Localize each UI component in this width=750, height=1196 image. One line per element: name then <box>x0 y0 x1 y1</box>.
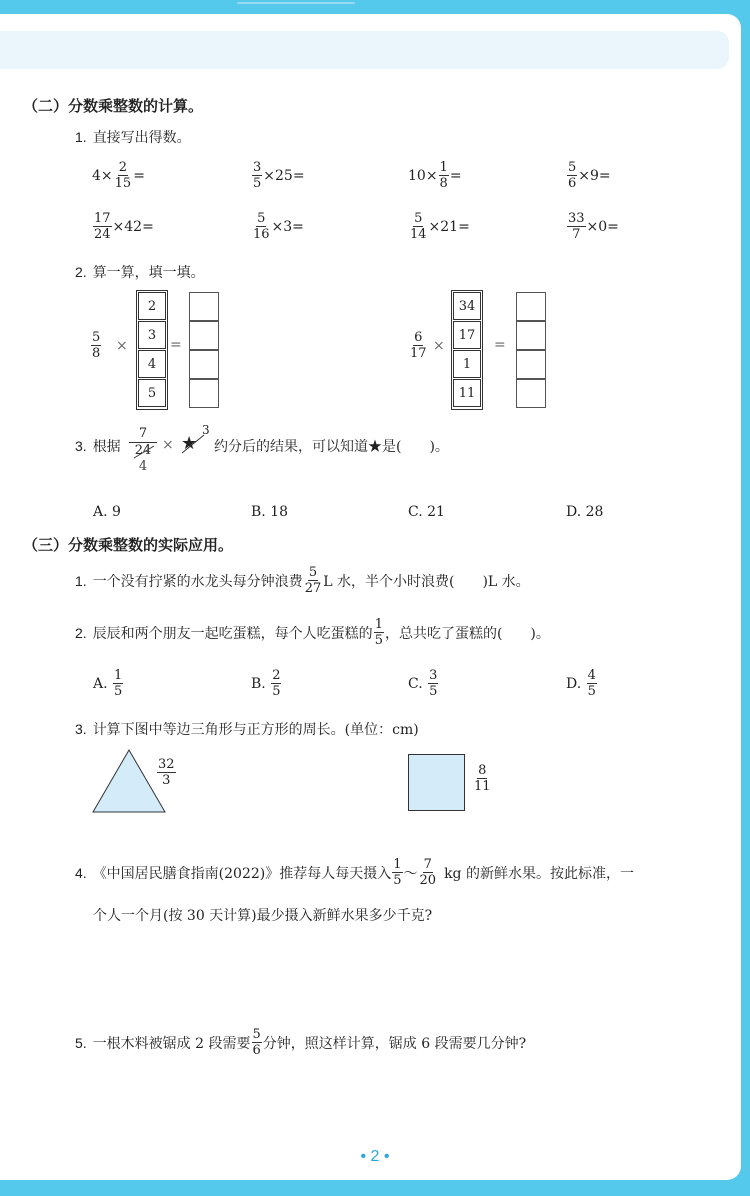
section-3-title: （三）分数乘整数的实际应用。 <box>23 536 234 554</box>
calc-item: 10× $\frac{1}{8}$ = <box>408 160 462 191</box>
question-3-5: 5. 一根木料被锯成 2 段需要 $\frac{5}{6}$ 分钟，照这样计算，锯成 6 段需要几分钟? <box>75 1027 527 1058</box>
calc-item: $\frac{17}{24}$ ×42= <box>94 211 154 242</box>
question-number: 2. <box>75 264 87 280</box>
times-sign: × <box>162 437 174 453</box>
option-b[interactable]: B. 18 <box>251 504 289 520</box>
section-2-title: （二）分数乘整数的计算。 <box>23 97 204 115</box>
question-text: 直接写出得数。 <box>92 130 191 146</box>
question-3-1: 1. 一个没有拧紧的水龙头每分钟浪费 $\frac{5}{27}$ L 水，半个小时浪费( )L 水。 <box>75 565 530 596</box>
option-d[interactable]: D. 28 <box>566 504 604 520</box>
question-text: 算一算，填一填。 <box>92 265 205 281</box>
question-number: 1. <box>75 129 87 145</box>
equilateral-triangle <box>92 749 166 813</box>
value-cell: 17 <box>453 321 481 349</box>
question-2-3-label: 3. 根据 <box>75 438 121 455</box>
calc-item: $\frac{5}{6}$ ×9= <box>568 160 611 191</box>
calc-item: $\frac{5}{14}$ ×21= <box>410 211 470 242</box>
value-cell: 2 <box>138 292 166 320</box>
option-c[interactable]: C. 21 <box>408 504 445 520</box>
star-icon: ★ <box>181 433 198 454</box>
answer-cell[interactable] <box>189 321 219 350</box>
triangle-side-label: $\frac{32}{3}$ <box>158 757 175 788</box>
grid-fraction: $\frac{6}{17}$ <box>410 330 427 361</box>
grid-fraction: $\frac{5}{8}$ <box>92 330 101 361</box>
value-cell: 5 <box>138 379 166 407</box>
answer-cell[interactable] <box>189 350 219 379</box>
reduced-star-value: 3 <box>202 423 210 437</box>
answer-cell[interactable] <box>516 379 546 408</box>
option-a[interactable]: A. 9 <box>93 504 121 520</box>
question-3-4-line2: 个人一个月(按 30 天计算)最少摄入新鲜水果多少千克? <box>93 908 433 924</box>
option-d[interactable]: D. $\frac{4}{5}$ <box>566 668 596 699</box>
option-a[interactable]: A. $\frac{1}{5}$ <box>93 668 123 699</box>
calc-item: $\frac{3}{5}$ ×25= <box>253 160 305 191</box>
value-cell: 1 <box>453 350 481 378</box>
option-b[interactable]: B. $\frac{2}{5}$ <box>251 668 281 699</box>
times-sign: × <box>433 338 445 354</box>
question-3-3: 3. 计算下图中等边三角形与正方形的周长。(单位：cm) <box>75 721 419 738</box>
times-sign: × <box>116 338 128 354</box>
calc-item: $\frac{33}{7}$ ×0= <box>568 211 619 242</box>
question-text: 约分后的结果，可以知道★是( )。 <box>214 439 449 455</box>
question-3-2: 2. 辰辰和两个朋友一起吃蛋糕，每个人吃蛋糕的 $\frac{1}{5}$ ，总共吃了蛋糕的( )。 <box>75 617 550 648</box>
equals-sign: = <box>494 337 506 353</box>
question-3-4: 4. 《中国居民膳食指南(2022)》推荐每人每天摄入 $\frac{1}{5}$ ～ $\frac{7}{20}$ kg 的新鲜水果。按此标准，一 <box>75 857 634 888</box>
header-band <box>0 31 729 69</box>
answer-cell[interactable] <box>516 350 546 379</box>
top-decoration <box>237 2 355 4</box>
answer-cell[interactable] <box>189 379 219 408</box>
strike-mark <box>133 445 155 459</box>
answer-cell[interactable] <box>189 292 219 321</box>
question-number: 3. <box>75 438 87 454</box>
page-number: • 2 • <box>360 1148 390 1165</box>
square-shape <box>408 754 465 811</box>
value-cell: 11 <box>453 379 481 407</box>
value-cell: 4 <box>138 350 166 378</box>
value-cell: 3 <box>138 321 166 349</box>
answer-cell[interactable] <box>516 292 546 321</box>
value-cell: 34 <box>453 292 481 320</box>
square-side-label: $\frac{8}{11}$ <box>474 763 491 794</box>
question-2-1 <box>75 127 191 147</box>
option-c[interactable]: C. $\frac{3}{5}$ <box>408 668 438 699</box>
strike-mark <box>181 434 205 454</box>
calc-item: $\frac{5}{16}$ ×3= <box>253 211 304 242</box>
reduction-fraction: 7 24 4 <box>129 426 157 475</box>
answer-cell[interactable] <box>516 321 546 350</box>
question-2-2 <box>75 262 205 282</box>
equals-sign: = <box>170 337 182 353</box>
calc-item: 4× $\frac{2}{15}$ = <box>92 160 145 191</box>
